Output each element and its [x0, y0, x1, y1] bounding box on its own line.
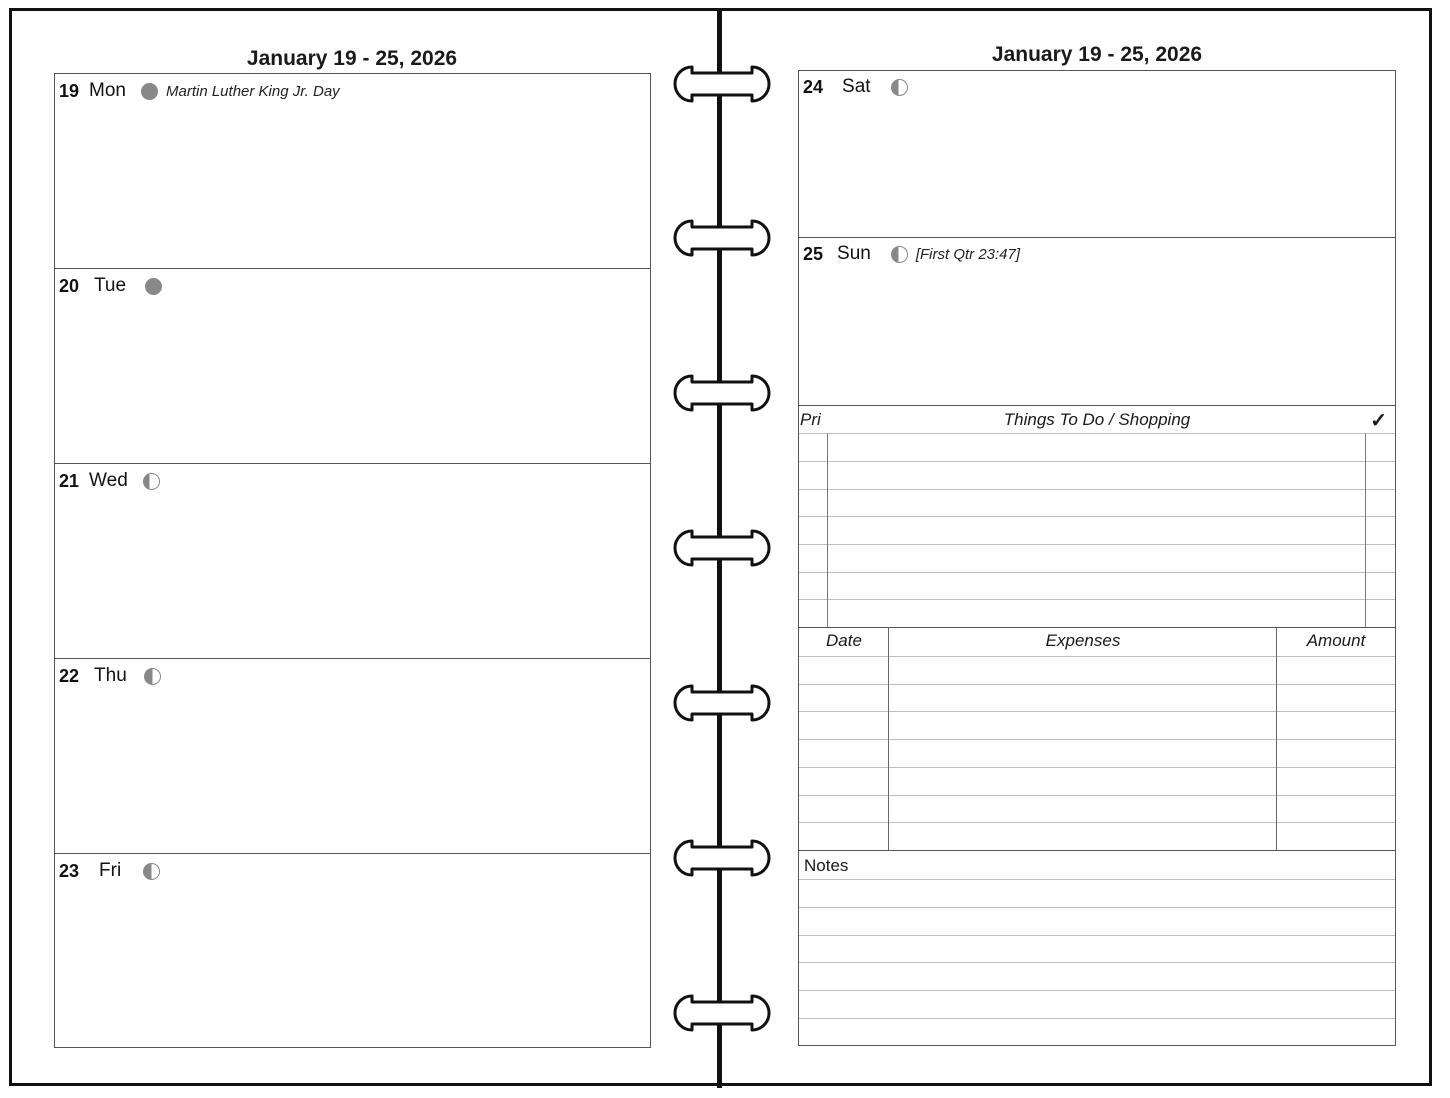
priority-label: Pri	[800, 410, 821, 429]
day-name: Sat	[842, 76, 871, 97]
notes-line	[799, 935, 1395, 936]
todo-line	[799, 433, 1395, 434]
binder-ring-icon	[670, 683, 774, 723]
todo-line	[799, 599, 1395, 600]
expense-column-divider	[888, 627, 889, 850]
expense-column-divider	[1276, 627, 1277, 850]
day-box-wednesday[interactable]	[54, 463, 651, 659]
todo-line	[799, 516, 1395, 517]
moon-phase-note: [First Qtr 23:47]	[915, 245, 1021, 263]
todo-line	[799, 544, 1395, 545]
day-name: Mon	[89, 80, 126, 101]
day-number: 19	[59, 80, 80, 101]
binder-ring-icon	[670, 373, 774, 413]
waxing-moon-icon	[143, 473, 160, 490]
notes-line	[799, 879, 1395, 880]
day-box-saturday[interactable]	[798, 70, 1396, 238]
expenses-section[interactable]	[798, 627, 1396, 851]
half-moon-icon	[143, 863, 160, 880]
date-header: Date	[826, 631, 862, 650]
expenses-header: Expenses	[1045, 631, 1121, 650]
half-moon-icon	[144, 668, 161, 685]
todo-line	[799, 572, 1395, 573]
day-number: 24	[803, 76, 824, 97]
binder-ring-icon	[670, 64, 774, 104]
notes-line	[799, 1018, 1395, 1019]
binder-ring-icon	[670, 218, 774, 258]
day-box-sunday[interactable]	[798, 237, 1396, 406]
day-number: 22	[59, 665, 80, 686]
day-name: Thu	[94, 665, 127, 686]
todo-title: Things To Do / Shopping	[1003, 410, 1191, 429]
day-name: Sun	[837, 243, 871, 264]
day-box-thursday[interactable]	[54, 658, 651, 854]
binder-ring-icon	[670, 838, 774, 878]
day-number: 23	[59, 860, 80, 881]
first-quarter-moon-icon	[891, 79, 908, 96]
right-page-title: January 19 - 25, 2026	[991, 43, 1203, 66]
day-box-tuesday[interactable]	[54, 268, 651, 464]
day-number: 20	[59, 275, 80, 296]
amount-header: Amount	[1306, 631, 1366, 650]
full-moon-icon	[141, 83, 158, 100]
notes-line	[799, 907, 1395, 908]
todo-line	[799, 461, 1395, 462]
holiday-note: Martin Luther King Jr. Day	[166, 82, 340, 100]
todo-header	[799, 406, 1395, 434]
day-name: Fri	[99, 860, 122, 881]
notes-label: Notes	[804, 856, 849, 875]
notes-line	[799, 990, 1395, 991]
first-quarter-moon-icon	[891, 246, 908, 263]
day-box-monday[interactable]	[54, 73, 651, 269]
todo-line	[799, 489, 1395, 490]
day-name: Wed	[89, 470, 128, 491]
day-number: 25	[803, 243, 824, 264]
full-moon-icon	[145, 278, 162, 295]
binder-ring-icon	[670, 993, 774, 1033]
checkmark-icon: ✓	[1370, 410, 1387, 432]
priority-column-divider	[827, 434, 828, 627]
notes-line	[799, 962, 1395, 963]
day-number: 21	[59, 470, 80, 491]
todo-section[interactable]	[798, 405, 1396, 628]
check-column-divider	[1365, 434, 1366, 627]
day-box-friday[interactable]	[54, 853, 651, 1048]
binder-ring-icon	[670, 528, 774, 568]
left-page-title: January 19 - 25, 2026	[246, 47, 458, 70]
day-name: Tue	[94, 275, 127, 296]
notes-section[interactable]	[798, 850, 1396, 1046]
